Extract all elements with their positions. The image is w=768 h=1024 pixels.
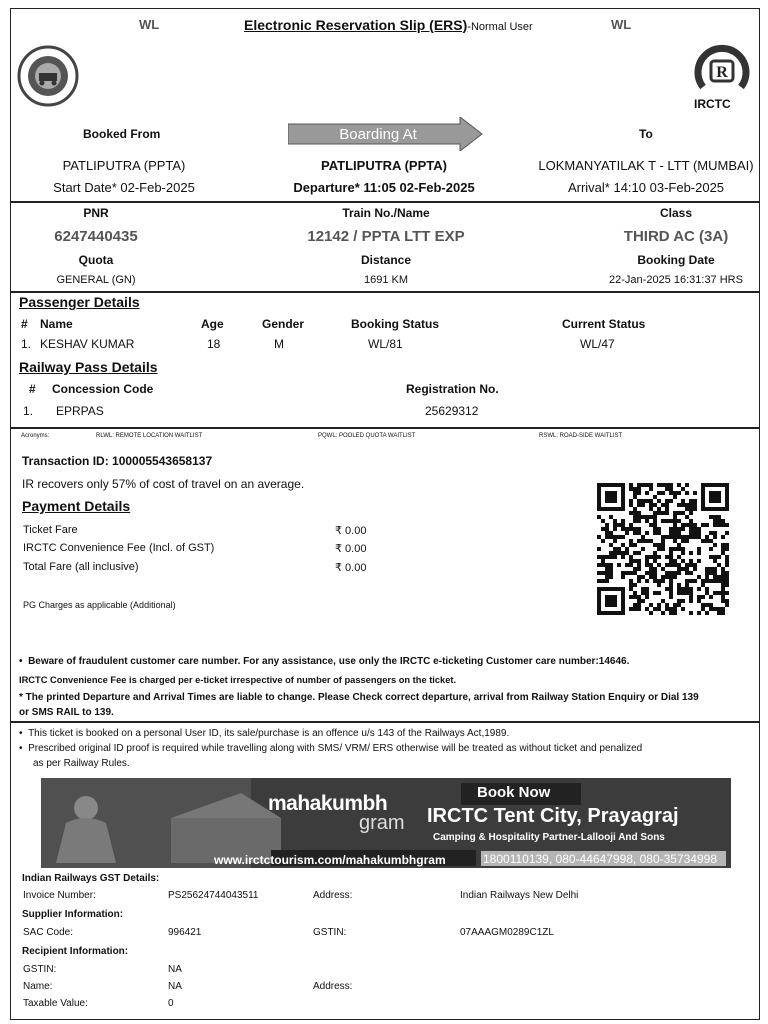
indian-railways-logo (17, 45, 79, 107)
payment-heading: Payment Details (22, 498, 131, 514)
bullet: • (19, 743, 29, 754)
class-label: Class (659, 206, 693, 220)
passenger-col-num: # (21, 317, 28, 331)
sac-label: SAC Code: (23, 927, 74, 938)
passenger-heading: Passenger Details (19, 294, 140, 310)
to-station: LOKMANYATILAK T - LTT (MUMBAI) (538, 158, 754, 173)
convenience-fee-label: IRCTC Convenience Fee (Incl. of GST) (23, 542, 215, 554)
beware-text: Beware of fraudulent customer care number. For any assistance, use only the IRCTC e-ticketing Customer care number:14646. (28, 656, 630, 667)
pass-reg: 25629312 (425, 404, 479, 418)
proof-text: Prescribed original ID proof is required while travelling along with SMS/ VRM/ ERS otherwise will be treated as without ticket and penalized (28, 743, 643, 754)
bullet: • (19, 728, 29, 739)
irctc-logo-text: IRCTC (694, 97, 731, 111)
pass-heading: Railway Pass Details (19, 359, 158, 375)
start-date: Start Date* 02-Feb-2025 (53, 180, 195, 195)
pass-code: EPRPAS (56, 404, 104, 418)
to-label: To (639, 127, 653, 141)
mahakumbh-banner[interactable] (41, 778, 731, 868)
passenger-current-status: WL/47 (580, 337, 615, 351)
quota-value: GENERAL (GN) (56, 274, 136, 286)
pg-charges-note: PG Charges as applicable (Additional) (23, 600, 176, 610)
banner-brand-1: mahakumbh (268, 792, 388, 815)
total-fare-label: Total Fare (all inclusive) (23, 561, 139, 573)
arrival: Arrival* 14:10 03-Feb-2025 (567, 180, 725, 195)
boarding-station: PATLIPUTRA (PPTA) (321, 158, 447, 173)
recipient-name-label: Name: (23, 981, 53, 992)
divider-2 (11, 291, 759, 293)
passenger-col-gender: Gender (262, 317, 305, 331)
passenger-age: 18 (207, 337, 221, 351)
bullet: • (19, 656, 29, 667)
proof-note (19, 743, 642, 754)
passenger-booking-status: WL/81 (368, 337, 403, 351)
svg-text:R: R (716, 64, 728, 81)
convenience-fee-value: ₹ 0.00 (335, 543, 367, 555)
divider-4 (11, 721, 759, 723)
acronyms-label: Acronyms: (21, 433, 50, 439)
ticket-fare-label: Ticket Fare (23, 524, 78, 536)
sac-value: 996421 (168, 927, 202, 938)
distance-value: 1691 KM (363, 274, 409, 286)
invoice-value: PS25624744043511 (168, 890, 259, 901)
irctc-logo (691, 39, 753, 117)
recipient-heading: Recipient Information: (22, 946, 129, 957)
passenger-col-current-status: Current Status (562, 317, 646, 331)
divider-1 (11, 201, 759, 203)
title-suffix: -Normal User (467, 21, 533, 33)
ers-ticket (10, 8, 760, 1020)
passenger-num: 1. (21, 337, 32, 351)
passenger-name: KESHAV KUMAR (40, 337, 135, 351)
invoice-label: Invoice Number: (23, 890, 96, 901)
ticket-fare-value: ₹ 0.00 (335, 525, 367, 537)
boarding-label: Boarding At (339, 126, 417, 143)
convenience-note: IRCTC Convenience Fee is charged per e-ticket irrespective of number of passengers on the ticket. (19, 675, 457, 685)
qr-code (597, 483, 729, 615)
train-value: 12142 / PPTA LTT EXP (307, 228, 465, 245)
personal-note (19, 728, 509, 739)
times-note-2: or SMS RAIL to 139. (19, 707, 114, 718)
proof-note-2: as per Railway Rules. (33, 758, 130, 769)
gstin-label: GSTIN: (313, 927, 347, 938)
divider-3 (11, 427, 759, 429)
passenger-col-name: Name (40, 317, 73, 331)
address-value: Indian Railways New Delhi (460, 890, 579, 901)
gst-heading: Indian Railways GST Details: (22, 873, 160, 884)
recipient-gstin-label: GSTIN: (23, 964, 57, 975)
times-note-1: * The printed Departure and Arrival Times are liable to change. Please Check correct departure, arrival from Railway Station Enquiry or Dial 139 (19, 692, 699, 703)
transaction-id: Transaction ID: 100005543658137 (22, 454, 213, 468)
acronym-rswl: RSWL: ROAD-SIDE WAITLIST (539, 433, 623, 439)
pnr-label: PNR (83, 206, 109, 220)
recipient-address-label: Address: (313, 981, 353, 992)
booking-date-label: Booking Date (637, 253, 715, 267)
passenger-gender: M (274, 337, 284, 351)
banner-partner: Camping & Hospitality Partner-Lallooji And Sons (433, 832, 665, 843)
acronym-pqwl: PQWL: POOLED QUOTA WAITLIST (318, 433, 416, 439)
boarding-arrow (288, 117, 484, 151)
class-value: THIRD AC (3A) (623, 228, 729, 245)
banner-url[interactable]: www.irctctourism.com/mahakumbhgram (214, 853, 446, 867)
booked-from-label: Booked From (83, 127, 161, 141)
recipient-gstin-value: NA (168, 964, 182, 975)
pass-num: 1. (23, 404, 34, 418)
pass-col-reg: Registration No. (406, 382, 499, 396)
pass-col-code: Concession Code (52, 382, 154, 396)
banner-phones: 1800110139, 080-44647998, 080-35734998 (483, 852, 717, 866)
personal-text: This ticket is booked on a personal User ID, its sale/purchase is an offence u/s 143 of the Railways Act,1989. (28, 728, 510, 739)
booking-date-value: 22-Jan-2025 16:31:37 HRS (609, 274, 743, 286)
pnr-value: 6247440435 (54, 228, 138, 245)
recipient-name-value: NA (168, 981, 182, 992)
supplier-heading: Supplier Information: (22, 909, 124, 920)
wl-left: WL (139, 17, 160, 32)
title-text: Electronic Reservation Slip (ERS) (244, 17, 468, 33)
banner-book-now[interactable]: Book Now (477, 784, 551, 801)
from-station: PATLIPUTRA (PPTA) (62, 158, 186, 173)
departure: Departure* 11:05 02-Feb-2025 (293, 180, 475, 195)
pass-col-num: # (29, 382, 36, 396)
total-fare-value: ₹ 0.00 (335, 562, 367, 574)
train-label: Train No./Name (342, 206, 430, 220)
taxable-label: Taxable Value: (23, 998, 88, 1009)
wl-right: WL (611, 17, 632, 32)
taxable-value: 0 (168, 998, 174, 1009)
acronym-rlwl: RLWL: REMOTE LOCATION WAITLIST (96, 433, 203, 439)
banner-title: IRCTC Tent City, Prayagraj (427, 805, 679, 827)
recovery-note: IR recovers only 57% of cost of travel on an average. (22, 477, 305, 491)
passenger-col-age: Age (201, 317, 224, 331)
beware-note (19, 656, 629, 667)
address-label: Address: (313, 890, 353, 901)
gstin-value: 07AAAGM0289C1ZL (460, 927, 554, 938)
passenger-col-booking-status: Booking Status (351, 317, 440, 331)
distance-label: Distance (360, 253, 412, 267)
page-title (244, 17, 533, 35)
quota-label: Quota (78, 253, 114, 267)
banner-brand-2: gram (359, 812, 405, 834)
